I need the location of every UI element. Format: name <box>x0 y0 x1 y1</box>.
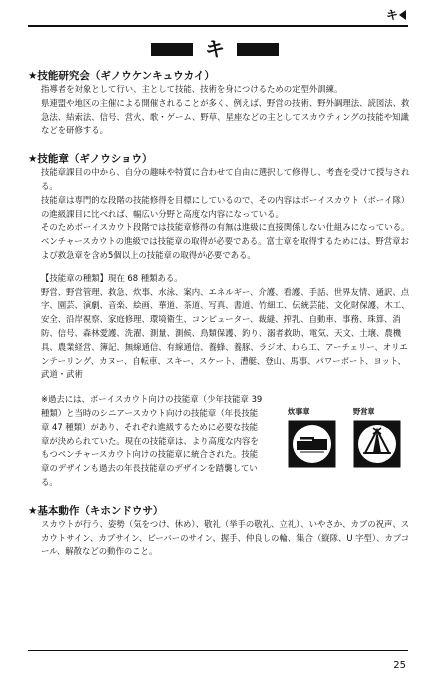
section-title: ★基本動作（キホンドウサ） <box>28 504 164 517</box>
paragraph: スカウトが行う、姿勢（気をつけ、休め）、敬礼（挙手の敬礼、立礼）、いやさか、カブの祝声、スカウトサイン、カブサイン、ビーバーのサイン、握手、仲良しの輪、集合（縦隊、U 字型）、カブコール、解散などの動作のこと。 <box>41 518 410 557</box>
paragraph: 技能章課目の中から、自分の趣味や特質に合わせて自由に選択して修得し、考査を受けて授与される。 <box>41 167 410 191</box>
section-basic-actions <box>28 504 410 559</box>
page-heading <box>0 39 430 59</box>
badge-camping <box>353 407 401 490</box>
heading-bar-left <box>151 43 193 56</box>
badge-types-list: 野営、野営管理、救急、炊事、水泳、案内、エネルギー、介護、看護、手話、世界友情、通訳、点字、園芸、演劇、音楽、絵画、華道、茶道、写真、書道、竹細工、伝統芸能、文化財保護、木工、安全、沿岸視察、家庭修理、環境衛生、コンピューター、裁縫、搾乳、自動車、事務、珠算、消防、信号、森林愛護、洗濯、測量、測候、鳥類保護、釣り、溺者救助、電気、天文、土壌、農機具、農業経営、簿記、無線通信、有線通信、養蜂、養豚、ラジオ、わら工、アーチェリー、オリエンテーリング、カヌー、自転車、スキー、スケート、漕艇、登山、馬事、パワーボート、ヨット、武道・武術 <box>41 286 410 380</box>
paragraph: 指導者を対象として行い、主として技能、技術を身につけるための定型外訓練。 <box>41 84 343 94</box>
badge-label: 炊事章 <box>288 407 310 417</box>
bottom-rule <box>28 650 408 651</box>
section-proficiency-badge <box>28 152 410 490</box>
section-title: ★技能研究会（ギノウケンキュウカイ） <box>28 70 215 82</box>
history-note: ※過去には、ボーイスカウト向けの技能章（少年技能章 39 種類）と当時のシニアースカウト向けの技能章（年長技能章 47 種類）があり、それぞれ進級するために必要な技能章が決められていた。現在の技能章は、より高度な内容をもつベンチャースカウト向けの技能章に統合された。技能章のデザインも過去の年長技能章のデザインを踏襲している。 <box>41 394 263 487</box>
top-rule <box>28 25 408 27</box>
badge-images <box>288 393 401 490</box>
badge-cooking <box>288 407 336 490</box>
paragraph: そのためボーイスカウト段階では技能章修得の有無は進級に直接関係しない仕組みになっている。ベンチャースカウトの進級では技能章の取得が必要である。富士章を取得するためには、野営章および救急章を含め5個以上の技能章の取得が必要である。 <box>41 222 410 260</box>
camping-badge-icon <box>353 420 401 468</box>
page-title: キ <box>205 37 225 61</box>
paragraph: 県連盟や地区の主催による開催されることが多く、例えば、野営の技術、野外調理法、読図法、救急法、結索法、信号、営火、歌・ゲーム、野草、星座などの主としてスカウティングの技能や知識などを研修する。 <box>41 97 410 136</box>
paragraph: 技能章は専門的な段階の技能修得を目標にしているので、その内容はボーイスカウト（ボーイ隊）の進級課目に比べれば、幅広い分野と高度な内容になっている。 <box>41 194 410 219</box>
page-content <box>28 69 410 559</box>
badge-label: 野営章 <box>353 407 375 417</box>
badge-note-block <box>28 393 410 490</box>
cooking-badge-icon <box>288 420 336 468</box>
page-number: 25 <box>393 660 406 671</box>
heading-bar-right <box>237 43 279 56</box>
arrow-left-icon <box>399 10 406 20</box>
badge-types-heading: 【技能章の種類】現在 68 種類ある。 <box>41 272 183 283</box>
section-skill-workshop <box>28 69 410 138</box>
section-title: ★技能章（ギノウショウ） <box>28 153 153 166</box>
index-char: キ <box>385 8 398 22</box>
index-tab <box>386 6 406 23</box>
